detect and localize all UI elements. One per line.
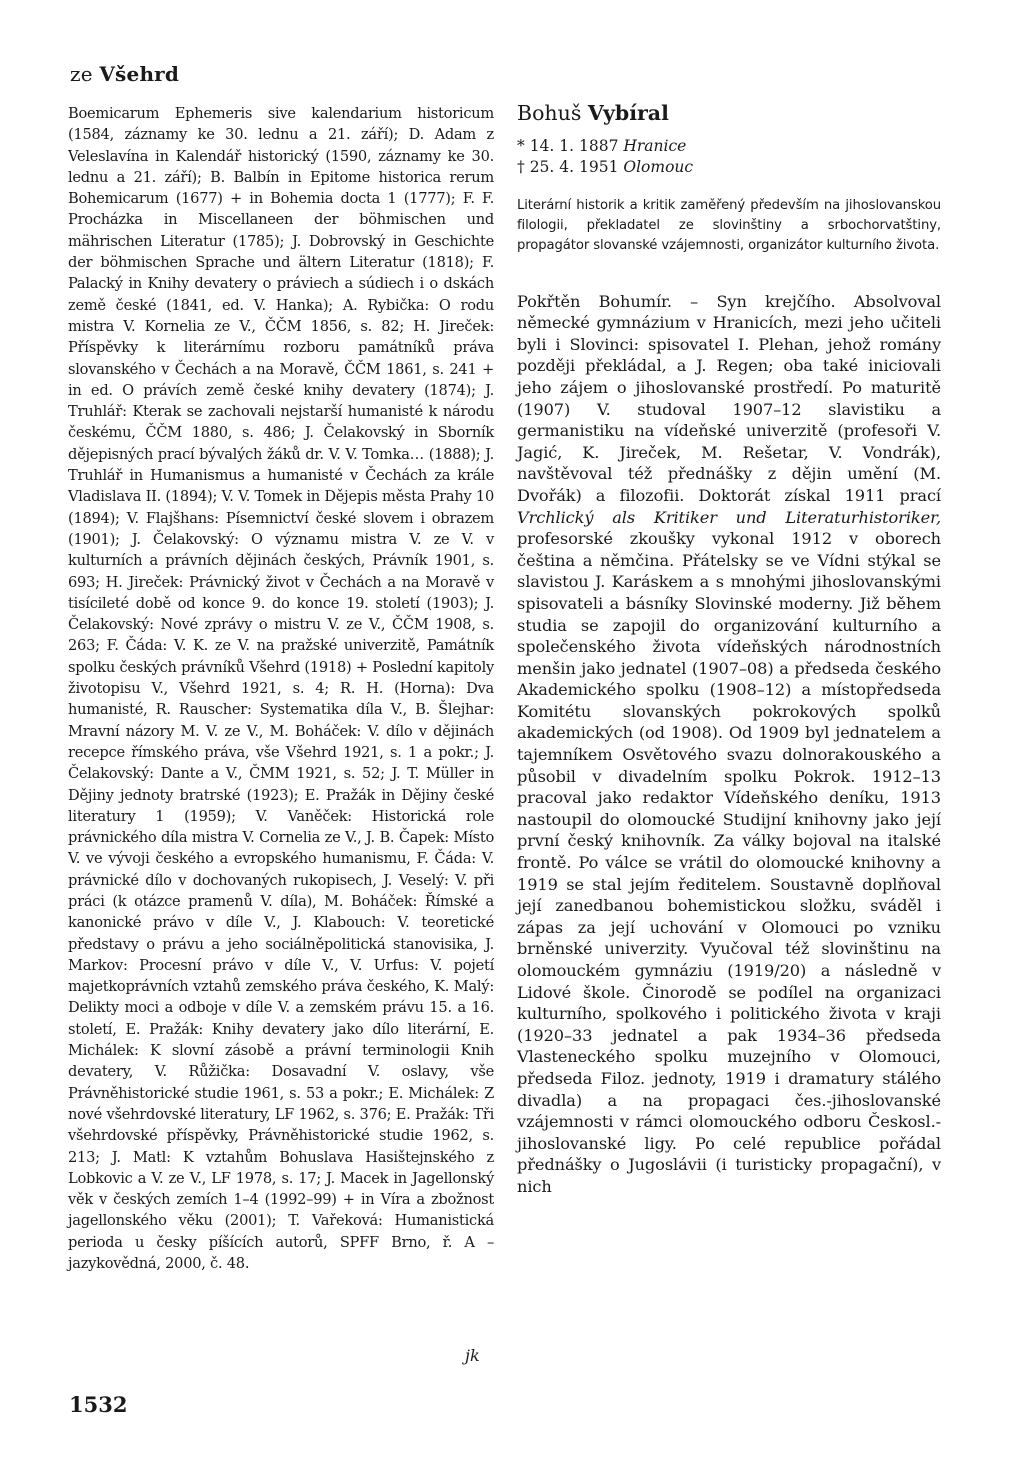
page-number: 1532 bbox=[69, 1392, 128, 1417]
death-place: Olomouc bbox=[623, 158, 694, 176]
entry-dates bbox=[517, 136, 941, 178]
thesis-title: Vrchlický als Kritiker und Literaturhistoriker, bbox=[517, 507, 941, 527]
running-head-prefix: ze bbox=[70, 62, 93, 86]
birth-marker: * bbox=[517, 137, 525, 155]
entry-heading bbox=[517, 100, 941, 126]
birth-date: 14. 1. 1887 bbox=[529, 137, 619, 155]
entry-column bbox=[517, 100, 941, 1198]
death-marker: † bbox=[517, 158, 525, 176]
death-date: 25. 4. 1951 bbox=[529, 158, 619, 176]
birth-place: Hranice bbox=[623, 137, 687, 155]
author-signature: jk bbox=[465, 1346, 480, 1365]
entry-body bbox=[517, 291, 941, 1198]
entry-body-part-2: profesorské zkoušky vykonal 1912 v oborech čeština a němčina. Přátelsky se ve Vídni stýkal se slavistou J. Karáskem a s mnohými jihoslovanskými spisovateli a básníky Slovinské moderny. Již během studia se zapojil do organizování kulturního a společenského života vídeňských národnostních menšin jako jednatel (1907–08) a předseda českého Akademického spolku (1908–12) a místopředseda Komitétu slovanských pokrokových spolků akademických (od 1908). Od 1909 byl jednatelem a tajemníkem Osvětového svazu dolnorakouského a působil v divadelním spolku Pokrok. 1912–13 pracoval jako redaktor Vídeňského deníku, 1913 nastoupil do olomoucké Studijní knihovny jako její první český knihovník. Za války bojoval na italské frontě. Po válce se vrátil do olomoucké knihovny a 1919 se stal jejím ředitelem. Soustavně doplňoval její zanedbanou bohemistickou složku, sváděl i zápas za její uchování v Olomouci po vzniku brněnské univerzity. Vyučoval též slovinštinu na olomouckém gymnáziu (1919/20) a následně v Lidové škole. Činorodě se podílel na organizaci kulturního, spolkového i politického života v kraji (1920–33 jednatel a pak 1934–36 předseda Vlasteneckého spolku muzejního v Olomouci, předseda Filoz. jednoty, 1919 i dramatury stálého divadla) a na propagaci čes.-jihoslovanské vzájemnosti v rámci olomouckého odboru Českosl.-jihoslovanské ligy. Po celé republice pořádal přednášky o Jugoslávii (i turisticky propagační), v nich bbox=[517, 529, 941, 1196]
entry-summary: Literární historik a kritik zaměřený především na jihoslovanskou filologii, překladatel ze slovinštiny a srbochorvatštiny, propagátor slovanské vzájemnosti, organizátor kulturního života. bbox=[517, 198, 941, 254]
entry-surname: Vybíral bbox=[587, 101, 669, 125]
death-line bbox=[517, 157, 941, 178]
running-head-name: Všehrd bbox=[99, 62, 180, 86]
bibliography-text: Boemicarum Ephemeris sive kalendarium historicum (1584, záznamy ke 30. lednu a 21. září); D. Adam z Veleslavína in Kalendář historický (1590, záznamy ke 30. lednu a 21. září); B. Balbín in Epitome historica rerum Bohemicarum (1677) + in Bohemia docta 1 (1777); F. F. Procházka in Miscellaneen der böhmischen und mährischen Literatur (1785); J. Dobrovský in Geschichte der böhmischen Sprache und ältern Literatur (1818); F. Palacký in Knihy devatery o práviech a súdiech i o dskách země české (1841, ed. V. Hanka); A. Rybička: O rodu mistra V. Kornelia ze V., ČČM 1856, s. 82; H. Jireček: Příspěvky k literárnímu rozboru památníků práva slovanského v Čechách a na Moravě, ČČM 1861, s. 241 + in ed. O právích země české knihy devatery (1874); J. Truhlář: Kterak se zachovali nejstarší humanisté k národu českému, ČČM 1880, s. 486; J. Čelakovský in Sborník dějepisných prací bývalých žáků dr. V. V. Tomka… (1888); J. Truhlář in Humanismus a humanisté v Čechách za krále Vladislava II. (1894); V. V. Tomek in Dějepis města Prahy 10 (1894); V. Flajšhans: Písemnictví české slovem i obrazem (1901); J. Čelakovský: O významu mistra V. ze V. v kulturních a právních dějinách českých, Právník 1901, s. 693; H. Jireček: Právnický život v Čechách a na Moravě v tisícileté době od konce 9. do konce 19. století (1903); J. Čelakovský: Nové zprávy o mistru V. ze V., ČČM 1908, s. 263; F. Čáda: V. K. ze V. na pražské univerzitě, Památník spolku českých právníků Všehrd (1918) + Poslední kapitoly životopisu V., Všehrd 1921, s. 4; R. H. (Horna): Dva humanisté, R. Rauscher: Systematika díla V., B. Šlejhar: Mravní názory M. V. ze V., M. Boháček: V. dílo v dějinách recepce římského práva, vše Všehrd 1921, s. 1 a pokr.; J. Čelakovský: Dante a V., ČMM 1921, s. 52; J. T. Müller in Dějiny jednoty bratrské (1923); E. Pražák in Dějiny české literatury 1 (1959); V. Vaněček: Historická role právnického díla mistra V. Cornelia ze V., J. B. Čapek: Místo V. ve vývoji českého a evropského humanismu, F. Čáda: V. právnické dílo v dochovaných rukopisech, J. Veselý: V. při práci (k otázce pramenů V. díla), M. Boháček: Římské a kanonické právo v díle V., J. Klabouch: V. teoretické představy o právu a jeho sociálněpolitická stanovisika, J. Markov: Procesní právo v díle V., V. Urfus: V. pojetí majetkoprávních vztahů zemského práva českého, K. Malý: Delikty moci a odboje v díle V. a zemském právu 15. a 16. století, E. Pražák: Knihy devatery jako dílo literární, E. Michálek: K slovní zásobě a právní terminologii Knih devatery, V. Růžička: Dosavadní V. oslavy, vše Právněhistorické studie 1961, s. 53 a pokr.; E. Michálek: Z nové všehrdovské literatury, LF 1962, s. 376; E. Pražák: Tři všehrdovské příspěvky, Právněhistorické studie 1962, s. 213; J. Matl: K vztahům Bohuslava Hasištejnského z Lobkovic a V. ze V., LF 1978, s. 17; J. Macek in Jagellonský věk v českých zemích 1–4 (1992–99) + in Víra a zbožnost jagellonského věku (2001); T. Vařeková: Humanistická perioda u česky píšících autorů, SPFF Brno, ř. A – jazykovědná, 2000, č. 48. bbox=[68, 105, 494, 1273]
running-head bbox=[70, 62, 179, 86]
entry-first-name: Bohuš bbox=[517, 101, 582, 125]
entry-body-part-1: Pokřtěn Bohumír. – Syn krejčího. Absolvoval německé gymnázium v Hranicích, mezi jeho učiteli byli i Slovinci: spisovatel I. Plehan, jehož romány později překládal, a J. Regen; oba také iniciovali jeho zájem o jihoslovanské prostředí. Po maturitě (1907) V. studoval 1907–12 slavistiku a germanistiku na vídeňské univerzitě (profesoři V. Jagić, K. Jireček, M. Rešetar, V. Vondrák), navštěvoval též přednášky z dějin umění (M. Dvořák) a filozofii. Doktorát získal 1911 prací bbox=[517, 291, 941, 505]
birth-line bbox=[517, 136, 941, 157]
